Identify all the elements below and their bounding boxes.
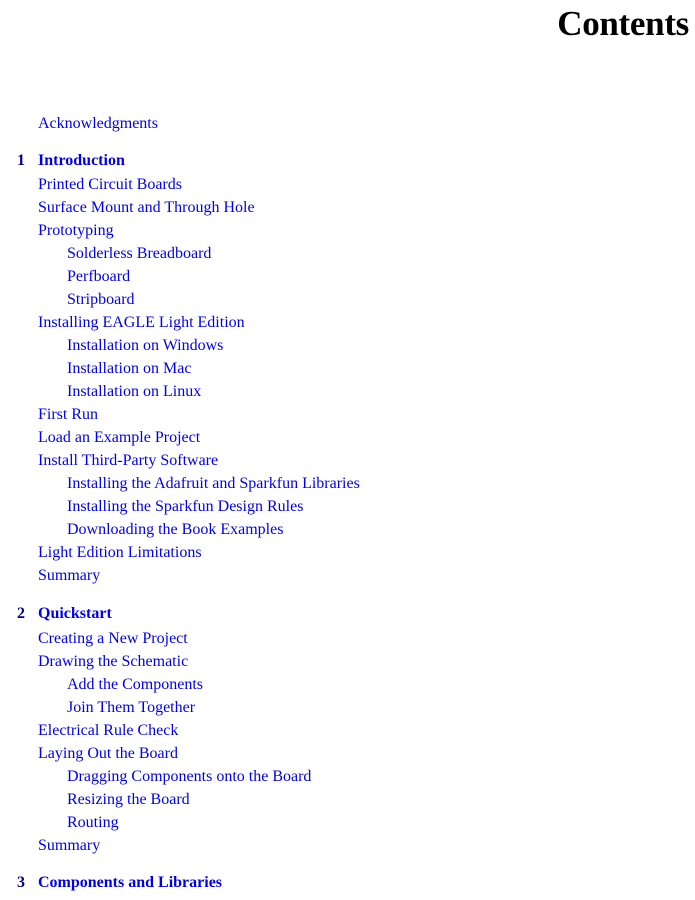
toc-link-installation-mac[interactable]: Installation on Mac bbox=[67, 360, 192, 377]
toc-link-routing[interactable]: Routing bbox=[67, 814, 119, 831]
toc-link-drawing-schematic[interactable]: Drawing the Schematic bbox=[38, 653, 189, 670]
toc-link-adafruit-sparkfun-libraries[interactable]: Installing the Adafruit and Sparkfun Libraries bbox=[67, 475, 360, 492]
toc-link-join-together[interactable]: Join Them Together bbox=[67, 699, 196, 716]
toc-link-install-third-party[interactable]: Install Third-Party Software bbox=[38, 452, 219, 469]
toc-link-summary-ch2[interactable]: Summary bbox=[38, 837, 101, 854]
toc-link-installing-eagle[interactable]: Installing EAGLE Light Edition bbox=[38, 314, 245, 331]
toc-link-installation-linux[interactable]: Installation on Linux bbox=[67, 383, 202, 400]
toc-link-acknowledgments[interactable]: Acknowledgments bbox=[38, 115, 158, 132]
chapter-number: 3 bbox=[17, 874, 25, 891]
toc-link-load-example-project[interactable]: Load an Example Project bbox=[38, 429, 201, 446]
toc-link-chapter-3[interactable]: Components and Libraries bbox=[38, 874, 223, 891]
toc-link-prototyping[interactable]: Prototyping bbox=[38, 222, 114, 239]
toc-link-surface-mount-through-hole[interactable]: Surface Mount and Through Hole bbox=[38, 199, 255, 216]
toc-link-chapter-2[interactable]: Quickstart bbox=[38, 605, 112, 622]
toc-link-summary-ch1[interactable]: Summary bbox=[38, 567, 101, 584]
toc-link-installation-windows[interactable]: Installation on Windows bbox=[67, 337, 224, 354]
toc-link-downloading-book-examples[interactable]: Downloading the Book Examples bbox=[67, 521, 284, 538]
toc-link-creating-new-project[interactable]: Creating a New Project bbox=[38, 630, 188, 647]
chapter-number: 2 bbox=[17, 605, 25, 622]
page-title: Contents bbox=[557, 4, 689, 43]
toc-link-resizing-board[interactable]: Resizing the Board bbox=[67, 791, 190, 808]
toc-link-add-components[interactable]: Add the Components bbox=[67, 676, 203, 693]
toc-link-stripboard[interactable]: Stripboard bbox=[67, 291, 135, 308]
toc-link-perfboard[interactable]: Perfboard bbox=[67, 268, 131, 285]
toc-link-chapter-1[interactable]: Introduction bbox=[38, 152, 125, 169]
toc-link-solderless-breadboard[interactable]: Solderless Breadboard bbox=[67, 245, 212, 262]
toc-link-sparkfun-design-rules[interactable]: Installing the Sparkfun Design Rules bbox=[67, 498, 304, 515]
toc-link-dragging-components[interactable]: Dragging Components onto the Board bbox=[67, 768, 312, 785]
toc-link-printed-circuit-boards[interactable]: Printed Circuit Boards bbox=[38, 176, 182, 193]
toc-link-laying-out-board[interactable]: Laying Out the Board bbox=[38, 745, 178, 762]
toc-link-first-run[interactable]: First Run bbox=[38, 406, 99, 423]
toc-link-light-edition-limitations[interactable]: Light Edition Limitations bbox=[38, 544, 202, 561]
toc-link-electrical-rule-check[interactable]: Electrical Rule Check bbox=[38, 722, 179, 739]
chapter-number: 1 bbox=[17, 152, 25, 169]
